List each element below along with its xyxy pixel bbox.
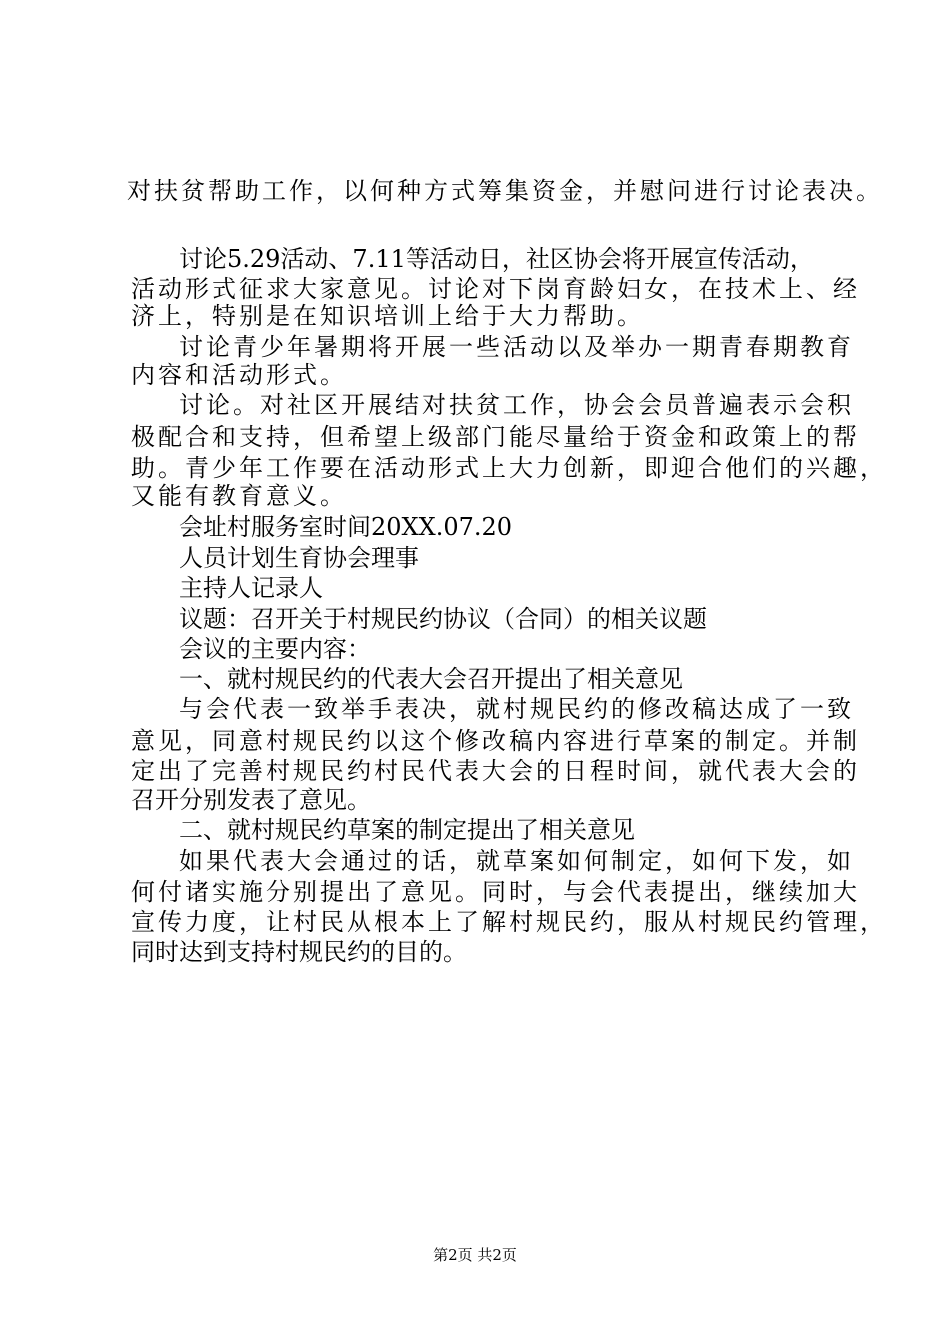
paragraph-line: 意见，同意村规民约以这个修改稿内容进行草案的制定。并制 [131, 727, 860, 755]
paragraph-line: 同时达到支持村规民约的目的。 [131, 938, 467, 966]
paragraph-line: 何付诸实施分别提出了意见。同时，与会代表提出，继续加大 [131, 878, 860, 906]
paragraph-line: 济上，特别是在知识培训上给于大力帮助。 [131, 302, 644, 330]
section-heading: 二、就村规民约草案的制定提出了相关意见 [179, 816, 635, 844]
meeting-topic-line: 议题：召开关于村规民约协议（合同）的相关议题 [179, 605, 707, 633]
paragraph-line: 宣传力度，让村民从根本上了解村规民约，服从村规民约管理， [131, 908, 887, 936]
paragraph-line: 讨论5.29活动、7.11等活动日，社区协会将开展宣传活动， [179, 245, 814, 273]
meeting-attendees-line: 人员计划生育协会理事 [179, 544, 419, 572]
meeting-host-line: 主持人记录人 [179, 574, 323, 602]
section-heading: 一、就村规民约的代表大会召开提出了相关意见 [179, 665, 683, 693]
paragraph-line: 又能有教育意义。 [131, 482, 347, 510]
paragraph-line: 与会代表一致举手表决，就村规民约的修改稿达成了一致 [179, 695, 854, 723]
paragraph-line: 定出了完善村规民约村民代表大会的日程时间，就代表大会的 [131, 757, 860, 785]
paragraph-line: 活动形式征求大家意见。讨论对下岗育龄妇女，在技术上、经 [131, 275, 860, 303]
paragraph-line: 极配合和支持，但希望上级部门能尽量给于资金和政策上的帮 [131, 423, 860, 451]
paragraph-line: 如果代表大会通过的话，就草案如何制定，如何下发，如 [179, 847, 854, 875]
meeting-content-heading: 会议的主要内容： [179, 635, 371, 663]
paragraph-line: 对扶贫帮助工作，以何种方式筹集资金，并慰问进行讨论表决。 [127, 177, 883, 205]
paragraph-line: 助。青少年工作要在活动形式上大力创新，即迎合他们的兴趣， [131, 454, 887, 482]
paragraph-line: 召开分别发表了意见。 [131, 786, 371, 814]
meeting-time-line: 会址村服务室时间20XX.07.20 [179, 513, 513, 541]
paragraph-line: 内容和活动形式。 [131, 361, 347, 389]
page-number-footer: 第2页 共2页 [433, 1246, 517, 1264]
paragraph-line: 讨论。对社区开展结对扶贫工作，协会会员普遍表示会积 [179, 391, 854, 419]
paragraph-line: 讨论青少年暑期将开展一些活动以及举办一期青春期教育 [179, 333, 854, 361]
